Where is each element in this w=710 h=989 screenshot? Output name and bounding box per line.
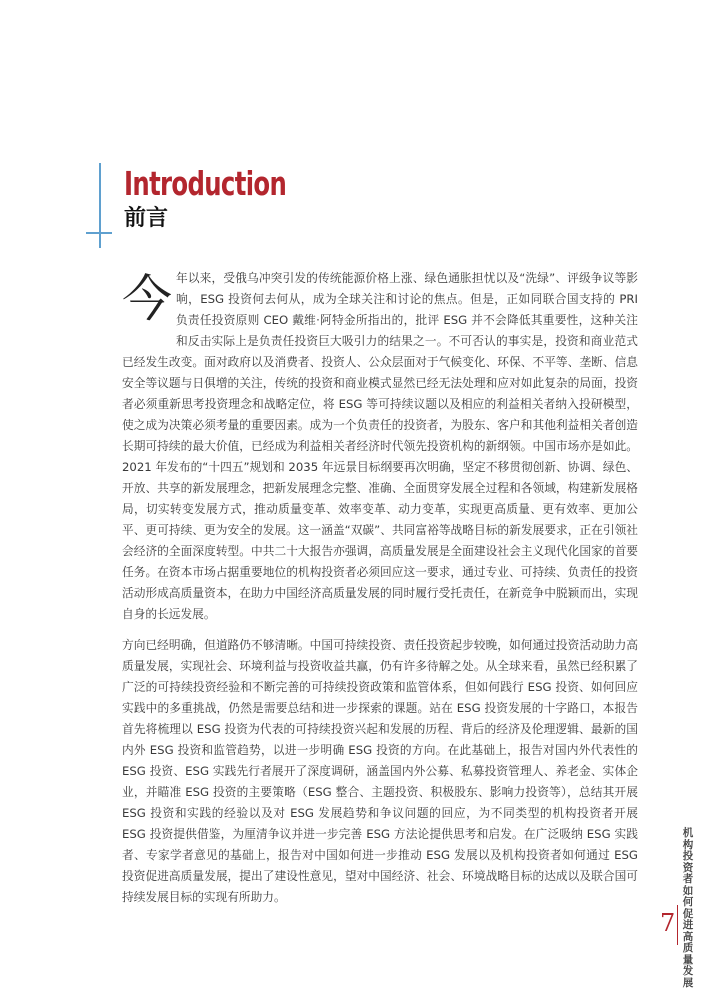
paragraph-1-text: 年以来，受俄乌冲突引发的传统能源价格上涨、绿色通胀担忧以及“洗绿”、评级争议等影响，ESG 投资何去何从，成为全球关注和讨论的焦点。但是，正如同联合国支持的 PRI 负责任投资原则 CEO 戴维·阿特金所指出的，批评 ESG 并不会降低其重要性，这种关注和反击实际上是负责任投资巨大吸引力的结果之一。不可否认的事实是，投资和商业范式已经发生改变。面对政府以及消费者、投资人、公众层面对于气候变化、环保、不平等、垄断、信息安全等议题与日俱增的关注，传统的投资和商业模式显然已经无法处理和应对如此复杂的局面，投资者必须重新思考投资理念和战略定位，将 ESG 等可持续议题以及相应的利益相关者纳入投研模型，使之成为决策必须考量的重要因素。成为一个负责任的投资者，为股东、客户和其他利益相关者创造长期可持续的最大价值，已经成为利益相关者经济时代领先投资机构的新纲领。中国市场亦是如此。2021 年发布的“十四五”规划和 2035 年远景目标纲要再次明确，坚定不移贯彻创新、协调、绿色、开放、共享的新发展理念，把新发展理念完整、准确、全面贯穿发展全过程和各领域，构建新发展格局，切实转变发展方式，推动质量变革、效率变革、动力变革，实现更高质量、更有效率、更加公平、更可持续、更为安全的发展。这一涵盖“双碳”、共同富裕等战略目标的新发展要求，正在引领社会经济的全面深度转型。中共二十大报告亦强调，高质量发展是全面建设社会主义现代化国家的首要任务。在资本市场占据重要地位的机构投资者必须回应这一要求，通过专业、可持续、负责任的投资活动形成高质量资本，在助力中国经济高质量发展的同时履行受托责任，在新竞争中脱颖而出，实现自身的长远发展。 [122,271,638,621]
body-text [122,268,638,908]
page-number-rule [677,905,678,945]
heading-horizontal-rule [86,232,112,234]
drop-cap: 今 [122,270,172,328]
heading-vertical-rule [99,163,101,248]
report-title-vertical: 机构投资者如何促进高质量发展 [682,827,694,989]
section-title-english: Introduction [124,164,287,203]
section-title-chinese: 前言 [124,206,169,231]
paragraph-1 [122,268,638,625]
paragraph-2: 方向已经明确，但道路仍不够清晰。中国可持续投资、责任投资起步较晚，如何通过投资活动助力高质量发展，实现社会、环境利益与投资收益共赢，仍有许多待解之处。从全球来看，虽然已经积累了广泛的可持续投资经验和不断完善的可持续投资政策和监管体系，但如何践行 ESG 投资、如何回应实践中的多重挑战，仍然是需要总结和进一步探索的课题。站在 ESG 投资发展的十字路口，本报告首先将梳理以 ESG 投资为代表的可持续投资兴起和发展的历程、背后的经济及伦理逻辑、最新的国内外 ESG 投资和监管趋势，以进一步明确 ESG 投资的方向。在此基础上，报告对国内外代表性的 ESG 投资、ESG 实践先行者展开了深度调研，涵盖国内外公募、私募投资管理人、养老金、实体企业，并瞄准 ESG 投资的主要策略（ESG 整合、主题投资、积极股东、影响力投资等），总结其开展 ESG 投资和实践的经验以及对 ESG 发展趋势和争议问题的回应，为不同类型的机构投资者开展 ESG 投资提供借鉴，为厘清争议并进一步完善 ESG 方法论提供思考和启发。在广泛吸纳 ESG 实践者、专家学者意见的基础上，报告对中国如何进一步推动 ESG 发展以及机构投资者如何通过 ESG 投资促进高质量发展，提出了建设性意见，望对中国经济、社会、环境战略目标的达成以及联合国可持续发展目标的实现有所助力。 [122,638,638,904]
page-number: 7 [660,909,676,937]
